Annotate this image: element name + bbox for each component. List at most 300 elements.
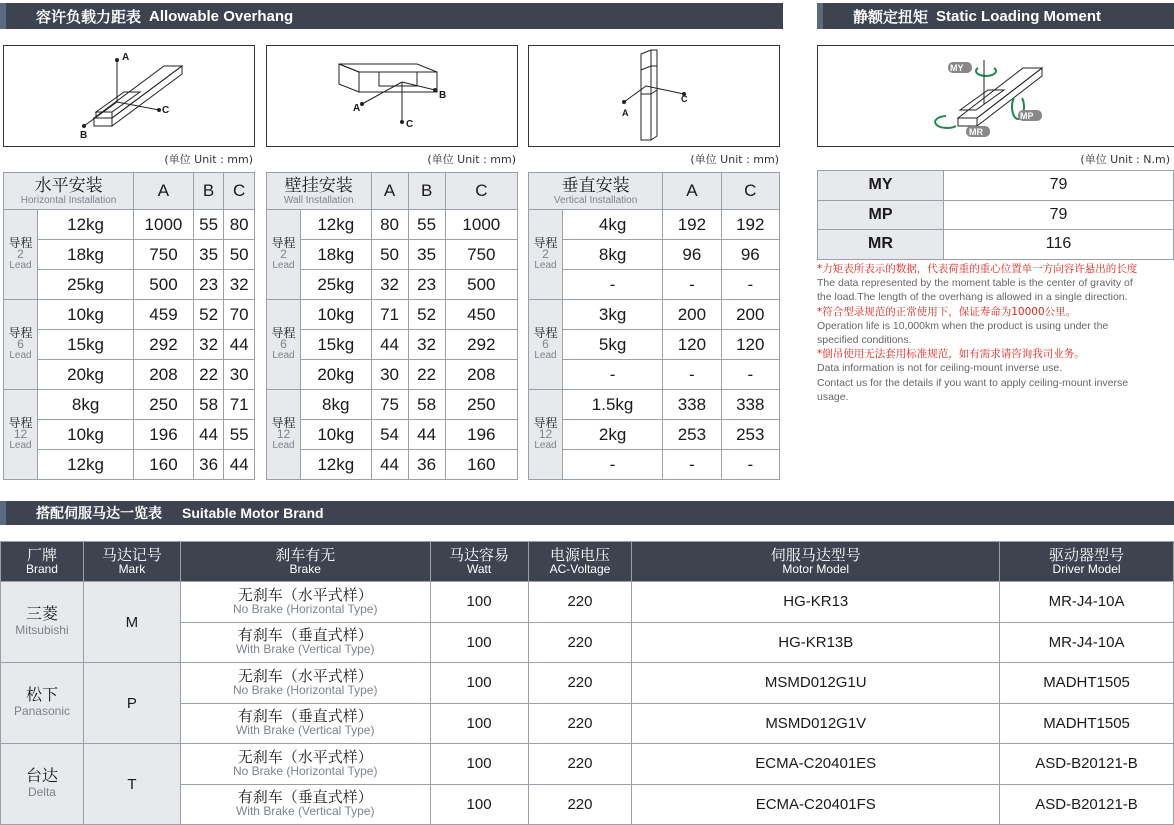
overhang-value-cell: 250 — [445, 390, 517, 420]
motor-mark-cell: T — [83, 744, 180, 825]
column-header: A — [663, 173, 721, 210]
table-row — [267, 390, 518, 420]
vertical-installation-diagram — [528, 45, 780, 147]
lead-cell — [4, 300, 38, 390]
overhang-value-cell: 200 — [663, 300, 721, 330]
overhang-value-cell: 55 — [408, 210, 445, 240]
moment-section-header — [817, 3, 1174, 29]
diagram-label-b: B — [80, 130, 88, 141]
overhang-value-cell: - — [663, 450, 721, 480]
brand-name-en: Delta — [27, 785, 56, 799]
moment-title-en: Static Loading Moment — [936, 7, 1102, 25]
watt-cell: 100 — [430, 663, 528, 704]
brake-cn: 有刹车（垂直式样） — [237, 707, 373, 726]
overhang-section-header — [0, 3, 783, 29]
driver-cell: MR-J4-10A — [1000, 582, 1174, 623]
overhang-value-cell: 96 — [663, 240, 721, 270]
brand-cell — [1, 663, 84, 744]
driver-cell: MADHT1505 — [1000, 703, 1174, 744]
volt-cell: 220 — [528, 663, 632, 704]
lead-label-cn: 导程 — [8, 416, 33, 430]
table-row — [267, 210, 518, 240]
overhang-value-cell: 160 — [445, 450, 517, 480]
installation-mode-cell — [267, 173, 372, 210]
load-cell: - — [563, 270, 663, 300]
lead-cell — [267, 210, 301, 300]
load-cell: 2kg — [563, 420, 663, 450]
moment-value: 116 — [944, 230, 1174, 260]
motor-column-header — [83, 542, 180, 582]
overhang-value-cell: 292 — [134, 330, 194, 360]
table-row — [4, 450, 255, 480]
motor-cell: HG-KR13B — [632, 622, 1000, 663]
brand-name-en: Panasonic — [13, 704, 70, 718]
diagram-label-b: B — [439, 90, 447, 101]
driver-cell: ASD-B20121-B — [1000, 784, 1174, 825]
overhang-value-cell: 71 — [224, 390, 255, 420]
overhang-value-cell: 52 — [193, 300, 224, 330]
header-cn: 马达记号 — [101, 545, 162, 564]
table-row — [267, 270, 518, 300]
volt-cell: 220 — [528, 703, 632, 744]
table-row — [529, 270, 780, 300]
lead-value: 2 — [17, 247, 24, 261]
overhang-value-cell: 459 — [134, 300, 194, 330]
horizontal-installation-diagram — [3, 45, 255, 147]
header-en: Brake — [289, 561, 321, 576]
moment-unit: (单位 Unit : N.m) — [1080, 153, 1170, 166]
lead-cell — [4, 210, 38, 300]
overhang-value-cell: 500 — [134, 270, 194, 300]
lead-value: 2 — [280, 247, 287, 261]
header-en: Watt — [466, 561, 492, 576]
moment-notes — [817, 262, 1174, 404]
brake-en: No Brake (Horizontal Type) — [232, 601, 378, 616]
overhang-value-cell: 32 — [371, 270, 408, 300]
table-row — [4, 420, 255, 450]
lead-label-cn: 导程 — [533, 326, 558, 340]
overhang-value-cell: 196 — [134, 420, 194, 450]
overhang-value-cell: 52 — [408, 300, 445, 330]
load-cell: 12kg — [38, 210, 134, 240]
overhang-value-cell: 750 — [134, 240, 194, 270]
lead-cell — [529, 300, 563, 390]
note-line: *倒吊使用无法套用标准规范，如有需求请咨询我司业务。 — [817, 348, 1085, 361]
diagram-label-c: C — [406, 119, 414, 130]
brand-name-cn: 松下 — [25, 685, 58, 704]
moment-key: MY — [818, 171, 944, 201]
column-header: C — [445, 173, 517, 210]
moment-row — [818, 200, 1174, 230]
wall-slide-illustration — [267, 46, 516, 145]
table-row — [267, 420, 518, 450]
overhang-value-cell: 292 — [445, 330, 517, 360]
table-row — [267, 300, 518, 330]
overhang-value-cell: 36 — [193, 450, 224, 480]
brake-cell — [180, 784, 430, 825]
table-row — [529, 330, 780, 360]
overhang-title-cn: 容许负载力距表 — [36, 7, 142, 26]
brake-en: With Brake (Vertical Type) — [235, 723, 375, 738]
overhang-value-cell: 120 — [663, 330, 721, 360]
overhang-value-cell: 338 — [663, 390, 721, 420]
overhang-value-cell: 450 — [445, 300, 517, 330]
overhang-value-cell: - — [663, 360, 721, 390]
brake-cn: 无刹车（水平式样） — [237, 585, 373, 604]
load-cell: 15kg — [301, 330, 372, 360]
note-line: the load.The length of the overhang is allowed in a single direction. — [817, 291, 1128, 304]
header-cn: 电源电压 — [549, 545, 610, 564]
load-cell: 25kg — [38, 270, 134, 300]
table-row — [529, 420, 780, 450]
vertical-slide-illustration — [529, 46, 778, 145]
motor-column-header — [430, 542, 528, 582]
overhang-value-cell: 80 — [371, 210, 408, 240]
overhang-title-en: Allowable Overhang — [149, 7, 294, 25]
lead-cell — [4, 390, 38, 480]
brake-en: With Brake (Vertical Type) — [235, 642, 375, 657]
overhang-unit-2: (单位 Unit : mm) — [427, 153, 516, 166]
load-cell: 4kg — [563, 210, 663, 240]
lead-value: 2 — [542, 247, 549, 261]
header-en: Brand — [25, 561, 58, 576]
note-line: *力矩表所表示的数据，代表荷重的重心位置单一方向容许悬出的长度 — [817, 263, 1138, 275]
load-cell: 20kg — [301, 360, 372, 390]
header-en: Driver Model — [1052, 561, 1121, 576]
header-en: Mark — [118, 561, 146, 576]
motor-header-row — [1, 542, 1174, 582]
installation-mode-en: Vertical Installation — [553, 194, 638, 206]
lead-value: 12 — [538, 427, 553, 441]
motor-column-header — [180, 542, 430, 582]
table-row — [529, 300, 780, 330]
lead-label-en: Lead — [9, 260, 32, 271]
header-en: Motor Model — [782, 561, 850, 576]
watt-cell: 100 — [430, 744, 528, 785]
lead-value: 12 — [13, 427, 28, 441]
moment-illustration — [818, 46, 1173, 145]
overhang-value-cell: 196 — [445, 420, 517, 450]
overhang-value-cell: 50 — [371, 240, 408, 270]
header-cn: 刹车有无 — [275, 545, 336, 564]
moment-label-my: MY — [950, 63, 964, 73]
header-accent — [817, 3, 823, 29]
brand-name-cn: 三菱 — [25, 604, 58, 623]
column-header: C — [721, 173, 779, 210]
motor-cell: ECMA-C20401FS — [632, 784, 1000, 825]
motor-row — [1, 582, 1174, 623]
static-moment-table — [817, 170, 1174, 260]
load-cell: 8kg — [563, 240, 663, 270]
overhang-value-cell: 54 — [371, 420, 408, 450]
load-cell: 15kg — [38, 330, 134, 360]
lead-label-cn: 导程 — [271, 416, 296, 430]
load-cell: 12kg — [301, 450, 372, 480]
lead-label-en: Lead — [272, 350, 295, 361]
overhang-value-cell: 23 — [408, 270, 445, 300]
table-row — [529, 450, 780, 480]
motor-title-en: Suitable Motor Brand — [182, 505, 324, 521]
note-line: specified conditions. — [817, 334, 912, 347]
motor-cell: ECMA-C20401ES — [632, 744, 1000, 785]
load-cell: 12kg — [301, 210, 372, 240]
header-cn: 驱动器型号 — [1049, 545, 1125, 564]
overhang-value-cell: 44 — [371, 330, 408, 360]
load-cell: 10kg — [301, 300, 372, 330]
lead-label-cn: 导程 — [533, 236, 558, 250]
load-cell: 25kg — [301, 270, 372, 300]
overhang-value-cell: 23 — [193, 270, 224, 300]
table-row — [267, 450, 518, 480]
load-cell: 3kg — [563, 300, 663, 330]
overhang-value-cell: 30 — [224, 360, 255, 390]
moment-value: 79 — [944, 171, 1174, 201]
overhang-value-cell: 44 — [224, 450, 255, 480]
driver-cell: MADHT1505 — [1000, 663, 1174, 704]
overhang-value-cell: 253 — [721, 420, 779, 450]
overhang-unit-3: (单位 Unit : mm) — [690, 153, 779, 166]
overhang-value-cell: 22 — [193, 360, 224, 390]
brake-cn: 有刹车（垂直式样） — [237, 788, 373, 807]
table-row — [529, 240, 780, 270]
volt-cell: 220 — [528, 582, 632, 623]
lead-label-en: Lead — [272, 440, 295, 451]
moment-row — [818, 230, 1174, 260]
overhang-header-row — [267, 173, 518, 210]
load-cell: - — [563, 360, 663, 390]
note-line: usage. — [817, 390, 849, 403]
lead-label-en: Lead — [534, 260, 557, 271]
overhang-value-cell: 55 — [224, 420, 255, 450]
load-cell: - — [563, 450, 663, 480]
note-line: Operation life is 10,000km when the product is using under the — [817, 319, 1109, 332]
motor-mark-cell: P — [83, 663, 180, 744]
lead-label-en: Lead — [534, 440, 557, 451]
motor-brand-table — [0, 541, 1174, 825]
load-cell: 10kg — [38, 300, 134, 330]
column-header: C — [224, 173, 255, 210]
overhang-value-cell: 70 — [224, 300, 255, 330]
table-row — [4, 330, 255, 360]
watt-cell: 100 — [430, 582, 528, 623]
installation-mode-cn: 水平安装 — [34, 175, 103, 196]
table-row — [4, 240, 255, 270]
column-header: B — [408, 173, 445, 210]
header-cn: 伺服马达型号 — [770, 545, 861, 564]
motor-title-cn: 搭配伺服马达一览表 — [36, 506, 162, 522]
table-row — [267, 330, 518, 360]
moment-row — [818, 171, 1174, 201]
table-row — [267, 360, 518, 390]
column-header: A — [134, 173, 194, 210]
overhang-value-cell: 58 — [408, 390, 445, 420]
load-cell: 18kg — [38, 240, 134, 270]
header-accent — [0, 3, 6, 29]
lead-label-cn: 导程 — [271, 236, 296, 250]
overhang-value-cell: 192 — [721, 210, 779, 240]
overhang-value-cell: 36 — [408, 450, 445, 480]
header-accent — [0, 501, 6, 525]
lead-label-en: Lead — [272, 260, 295, 271]
brand-name-en: Mitsubishi — [15, 623, 69, 637]
brake-en: No Brake (Horizontal Type) — [232, 763, 378, 778]
header-en: AC-Voltage — [549, 561, 611, 576]
overhang-value-cell: 35 — [408, 240, 445, 270]
motor-cell: MSMD012G1V — [632, 703, 1000, 744]
brake-cn: 无刹车（水平式样） — [237, 666, 373, 685]
volt-cell: 220 — [528, 622, 632, 663]
brake-cell — [180, 744, 430, 785]
overhang-value-cell: 1000 — [134, 210, 194, 240]
overhang-value-cell: 71 — [371, 300, 408, 330]
table-row — [529, 390, 780, 420]
moment-diagram — [817, 45, 1174, 147]
load-cell: 5kg — [563, 330, 663, 360]
lead-label-cn: 导程 — [271, 326, 296, 340]
driver-cell: MR-J4-10A — [1000, 622, 1174, 663]
overhang-value-cell: 22 — [408, 360, 445, 390]
lead-label-cn: 导程 — [533, 416, 558, 430]
overhang-header-row — [4, 173, 255, 210]
overhang-value-cell: 75 — [371, 390, 408, 420]
table-row — [4, 360, 255, 390]
motor-mark-cell: M — [83, 582, 180, 663]
load-cell: 10kg — [38, 420, 134, 450]
moment-label-mr: MR — [969, 127, 983, 137]
diagram-label-c: C — [162, 105, 170, 116]
overhang-value-cell: 160 — [134, 450, 194, 480]
motor-column-header — [1, 542, 84, 582]
overhang-value-cell: 55 — [193, 210, 224, 240]
lead-label-en: Lead — [534, 350, 557, 361]
volt-cell: 220 — [528, 744, 632, 785]
lead-value: 12 — [276, 427, 291, 441]
overhang-value-cell: 30 — [371, 360, 408, 390]
overhang-value-cell: 120 — [721, 330, 779, 360]
column-header: A — [371, 173, 408, 210]
overhang-value-cell: 35 — [193, 240, 224, 270]
note-line: Contact us for the details if you want to apply ceiling-mount inverse — [817, 376, 1129, 389]
installation-mode-en: Wall Installation — [283, 194, 354, 206]
diagram-label-c: C — [681, 94, 688, 104]
brand-cell — [1, 582, 84, 663]
load-cell: 8kg — [301, 390, 372, 420]
overhang-value-cell: 96 — [721, 240, 779, 270]
overhang-value-cell: 32 — [224, 270, 255, 300]
note-line: The data represented by the moment table is the center of gravity of — [817, 277, 1133, 290]
note-line: Data information is not for ceiling-mount inverse use. — [817, 362, 1063, 375]
overhang-value-cell: - — [721, 450, 779, 480]
motor-cell: HG-KR13 — [632, 582, 1000, 623]
volt-cell: 220 — [528, 784, 632, 825]
header-cn: 厂牌 — [26, 545, 57, 564]
table-row — [529, 210, 780, 240]
table-row — [529, 360, 780, 390]
load-cell: 10kg — [301, 420, 372, 450]
table-row — [4, 390, 255, 420]
lead-label-en: Lead — [9, 440, 32, 451]
motor-column-header — [632, 542, 1000, 582]
table-row — [267, 240, 518, 270]
table-row — [4, 270, 255, 300]
overhang-value-cell: 500 — [445, 270, 517, 300]
lead-value: 6 — [17, 337, 24, 351]
brake-cell — [180, 622, 430, 663]
diagram-label-a: A — [122, 52, 130, 63]
overhang-value-cell: - — [721, 270, 779, 300]
wall-installation-diagram — [266, 45, 518, 147]
lead-value: 6 — [542, 337, 549, 351]
overhang-unit-1: (单位 Unit : mm) — [164, 153, 253, 166]
overhang-value-cell: 44 — [224, 330, 255, 360]
column-header: B — [193, 173, 224, 210]
motor-cell: MSMD012G1U — [632, 663, 1000, 704]
diagram-label-a: A — [353, 103, 361, 114]
moment-title-cn: 静额定扭矩 — [853, 7, 929, 26]
lead-cell — [267, 390, 301, 480]
overhang-value-cell: 200 — [721, 300, 779, 330]
motor-column-header — [528, 542, 632, 582]
installation-mode-cell — [4, 173, 134, 210]
overhang-value-cell: 32 — [193, 330, 224, 360]
overhang-value-cell: 44 — [371, 450, 408, 480]
brake-cell — [180, 582, 430, 623]
brake-cn: 无刹车（水平式样） — [237, 747, 373, 766]
lead-value: 6 — [280, 337, 287, 351]
load-cell: 18kg — [301, 240, 372, 270]
brake-cell — [180, 663, 430, 704]
lead-label-cn: 导程 — [8, 326, 33, 340]
installation-mode-cn: 垂直安装 — [561, 175, 630, 196]
table-row — [4, 300, 255, 330]
lead-cell — [529, 390, 563, 480]
driver-cell: ASD-B20121-B — [1000, 744, 1174, 785]
vertical-overhang-table — [528, 172, 780, 480]
moment-value: 79 — [944, 200, 1174, 230]
overhang-value-cell: 338 — [721, 390, 779, 420]
load-cell: 12kg — [38, 450, 134, 480]
overhang-value-cell: 750 — [445, 240, 517, 270]
load-cell: 1.5kg — [563, 390, 663, 420]
diagram-label-a: A — [622, 108, 629, 118]
brake-cn: 有刹车（垂直式样） — [237, 626, 373, 645]
brake-cell — [180, 703, 430, 744]
overhang-value-cell: 32 — [408, 330, 445, 360]
lead-label-cn: 导程 — [8, 236, 33, 250]
overhang-value-cell: - — [663, 270, 721, 300]
table-row — [4, 210, 255, 240]
watt-cell: 100 — [430, 784, 528, 825]
moment-key: MR — [818, 230, 944, 260]
horizontal-overhang-table — [3, 172, 255, 480]
motor-row — [1, 744, 1174, 785]
overhang-value-cell: 50 — [224, 240, 255, 270]
overhang-value-cell: 80 — [224, 210, 255, 240]
brand-name-cn: 台达 — [25, 766, 58, 785]
brake-en: With Brake (Vertical Type) — [235, 804, 375, 819]
overhang-value-cell: 192 — [663, 210, 721, 240]
installation-mode-cn: 壁挂安装 — [284, 175, 353, 196]
load-cell: 20kg — [38, 360, 134, 390]
watt-cell: 100 — [430, 703, 528, 744]
overhang-value-cell: - — [721, 360, 779, 390]
installation-mode-en: Horizontal Installation — [20, 194, 117, 206]
overhang-value-cell: 44 — [408, 420, 445, 450]
note-line: *符合型录规范的正常使用下，保证寿命为10000公里。 — [817, 305, 1077, 318]
lead-cell — [529, 210, 563, 300]
lead-cell — [267, 300, 301, 390]
installation-mode-cell — [529, 173, 663, 210]
